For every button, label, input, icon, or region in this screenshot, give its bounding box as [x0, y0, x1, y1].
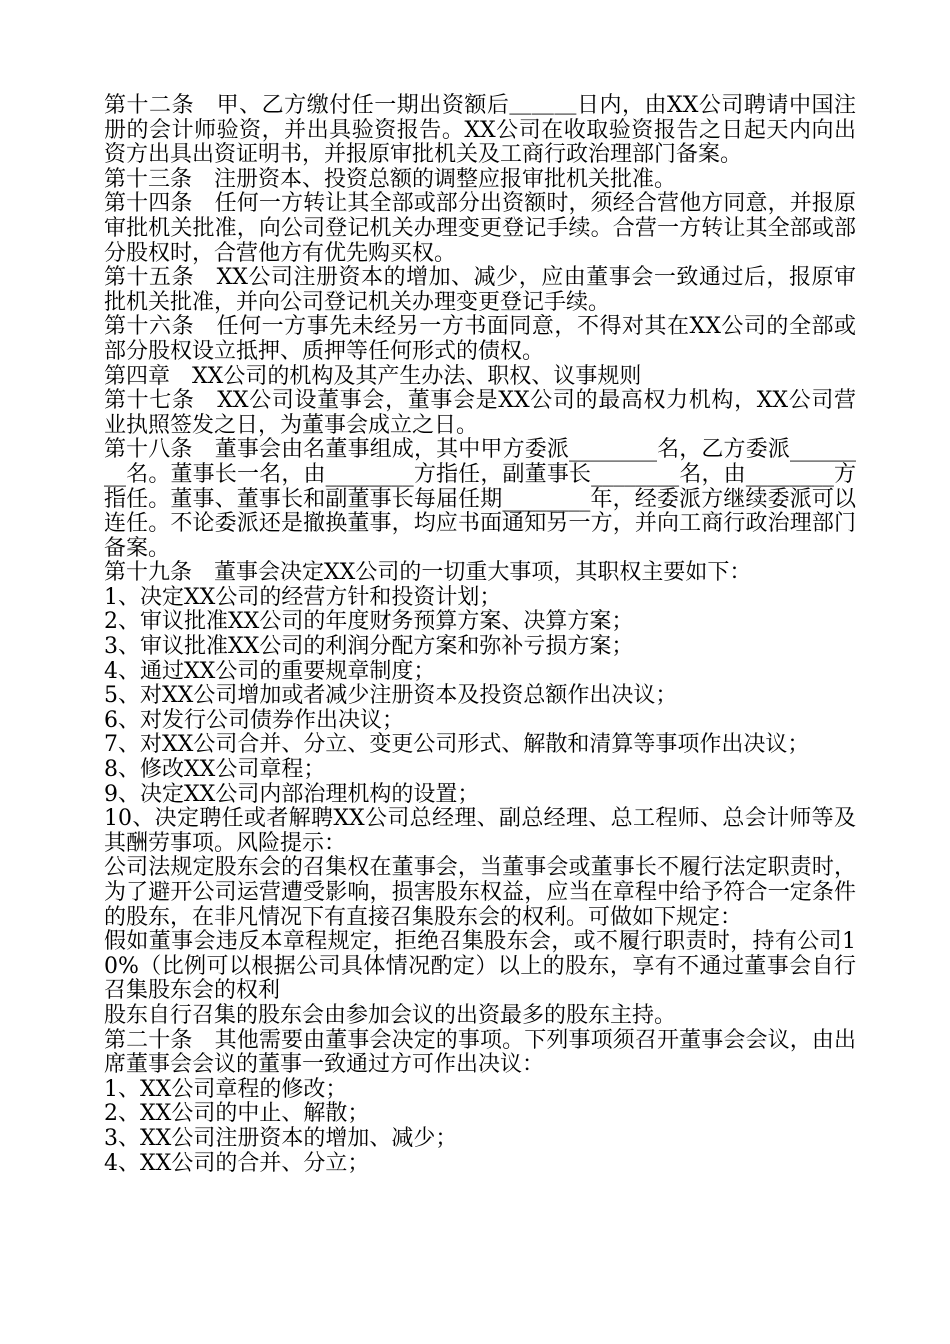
chapter-4-heading: 第四章 XX公司的机构及其产生办法、职权、议事规则	[104, 363, 642, 389]
article-16-paragraph: 第十六条 任何一方事先未经另一方书面同意，不得对其在XX公司的全部或部分股权设立抵押、质押等任何形式的债权。	[104, 314, 856, 364]
risk-rule-paragraph: 假如董事会违反本章程规定，拒绝召集股东会，或不履行职责时，持有公司10%（比例可以根据公司具体情况酌定）以上的股东，享有不通过董事会自行召集股东会的权利	[104, 929, 856, 1004]
article-17-paragraph: 第十七条 XX公司设董事会，董事会是XX公司的最高权力机构，XX公司营业执照签发之日，为董事会成立之日。	[104, 388, 856, 438]
article-13-paragraph: 第十三条 注册资本、投资总额的调整应报审批机关批准。	[104, 166, 677, 192]
list-item: 1、决定XX公司的经营方针和投资计划；	[104, 584, 502, 610]
article-19-paragraph: 第十九条 董事会决定XX公司的一切重大事项，其职权主要如下：	[104, 560, 752, 586]
article-20-paragraph: 第二十条 其他需要由董事会决定的事项。下列事项须召开董事会会议，由出席董事会会议的董事一致通过方可作出决议：	[104, 1027, 856, 1078]
list-item: 1、XX公司章程的修改；	[104, 1076, 348, 1102]
list-item: 3、审议批准XX公司的利润分配方案和弥补亏损方案；	[104, 634, 634, 660]
risk-chair-paragraph: 股东自行召集的股东会由参加会议的出资最多的股东主持。	[104, 1002, 677, 1028]
list-item: 4、通过XX公司的重要规章制度；	[104, 658, 436, 684]
article-12-paragraph: 第十二条 甲、乙方缴付任一期出资额后＿＿＿日内，由XX公司聘请中国注册的会计师验资，并出具验资报告。XX公司在收取验资报告之日起天内向出资方出具出资证明书，并报原审批机关及工商行政治理部门备案。	[104, 93, 856, 168]
list-item: 6、对发行公司债券作出决议；	[104, 707, 404, 733]
list-item: 10、决定聘任或者解聘XX公司总经理、副总经理、总工程师、总会计师等及其酬劳事项。风险提示：	[104, 806, 856, 856]
list-item: 2、XX公司的中止、解散；	[104, 1101, 370, 1127]
document-page	[104, 94, 856, 1176]
list-item: 3、XX公司注册资本的增加、减少；	[104, 1125, 458, 1151]
article-15-paragraph: 第十五条 XX公司注册资本的增加、减少，应由董事会一致通过后，报原审批机关批准，并向公司登记机关办理变更登记手续。	[104, 265, 856, 315]
list-item: 7、对XX公司合并、分立、变更公司形式、解散和清算等事项作出决议；	[104, 732, 810, 758]
article-18-paragraph: 第十八条 董事会由名董事组成，其中甲方委派________名，乙方委派________名。董事长一名，由________方指任，副董事长________名，由________方指任。董事、董事长和副董事长每届任期________年，经委派方继续委派可以连任。不论委派还是撤换董事，均应书面通知另一方，并向工商行政治理部门备案。	[104, 437, 856, 561]
list-item: 8、修改XX公司章程；	[104, 757, 326, 783]
list-item: 4、XX公司的合并、分立；	[104, 1150, 370, 1176]
article-14-paragraph: 第十四条 任何一方转让其全部或部分出资额时，须经合营他方同意，并报原审批机关批准，向公司登记机关办理变更登记手续。合营一方转让其全部或部分股权时，合营他方有优先购买权。	[104, 191, 856, 266]
list-item: 9、决定XX公司内部治理机构的设置；	[104, 781, 480, 807]
list-item: 2、审议批准XX公司的年度财务预算方案、决算方案；	[104, 609, 634, 635]
list-item: 5、对XX公司增加或者减少注册资本及投资总额作出决议；	[104, 683, 678, 709]
risk-note-paragraph: 公司法规定股东会的召集权在董事会，当董事会或董事长不履行法定职责时，为了避开公司运营遭受影响，损害股东权益，应当在章程中给予符合一定条件的股东，在非凡情况下有直接召集股东会的权利。可做如下规定：	[104, 855, 856, 930]
